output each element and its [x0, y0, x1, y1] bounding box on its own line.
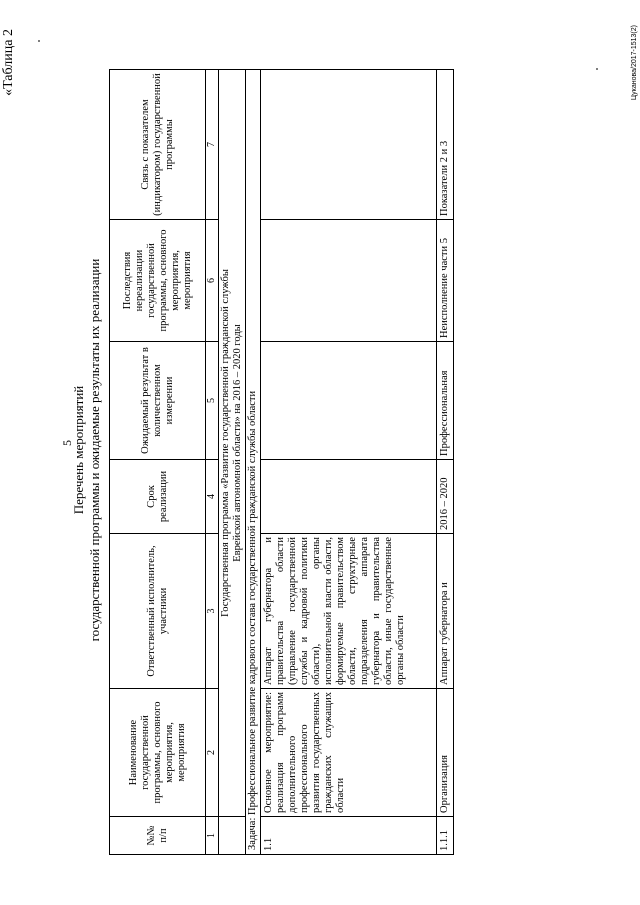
row-num: 1.1.1	[437, 817, 454, 855]
row-link	[261, 70, 437, 220]
row-name: Организация	[437, 689, 454, 817]
program-title-line-2: Еврейской автономной области» на 2016 – 2020 годы	[232, 324, 243, 562]
row-term: 2016 – 2020	[437, 460, 454, 534]
table-row	[261, 70, 437, 855]
header-row	[110, 70, 206, 855]
col-number: 1	[206, 817, 219, 855]
table-row	[437, 70, 454, 855]
col-number: 2	[206, 689, 219, 817]
page-number: 5	[60, 440, 74, 446]
row-consequences	[261, 220, 437, 342]
row-result: Профессиональная	[437, 342, 454, 460]
col-header-term: Срок реализации	[110, 460, 206, 534]
col-header-consequences: Последствия нереализации государственной программы, основного мероприятия, мероприятия	[110, 220, 206, 342]
document-stamp: Цуканова/2017-1513(2)	[631, 25, 638, 101]
col-number: 4	[206, 460, 219, 534]
row-executor: Аппарат губернатора и правительства области (управление государственной службы и кадровой политики области), органы исполнительной власти области, формируемые правительством области, структурные подразделения аппарата губернатора и правительства области, иные государственные органы области	[261, 534, 437, 689]
program-row	[219, 70, 246, 855]
program-title-line-1: Государственная программа «Развитие государственной гражданской службы	[220, 269, 231, 617]
rotated-page-content	[1, 25, 638, 875]
heading-line-1: Перечень мероприятий	[71, 385, 86, 515]
col-header-num: №№ п/п	[110, 817, 206, 855]
column-number-row	[206, 70, 219, 855]
program-title	[219, 70, 246, 817]
measures-table-wrapper	[109, 70, 454, 855]
row-name: Основное мероприятие: реализация программ дополнительного профессионального развития государственных гражданских служащих области	[261, 689, 437, 817]
row-result	[261, 342, 437, 460]
measures-table	[109, 69, 454, 855]
heading-line-2: государственной программы и ожидаемые результаты их реализации	[87, 258, 102, 642]
row-consequences: Неисполнение части 5	[437, 220, 454, 342]
col-header-name: Наименование государственной программы, основного мероприятия, мероприятия	[110, 689, 206, 817]
col-header-link: Связь с показателем (индикатором) государственной программы	[110, 70, 206, 220]
task-row	[246, 70, 261, 855]
document-heading	[71, 25, 103, 875]
row-link: Показатели 2 и 3	[437, 70, 454, 220]
row-executor: Аппарат губернатора и	[437, 534, 454, 689]
col-number: 5	[206, 342, 219, 460]
col-header-executor: Ответственный исполнитель, участники	[110, 534, 206, 689]
col-number: 7	[206, 70, 219, 220]
row-term	[261, 460, 437, 534]
col-number: 6	[206, 220, 219, 342]
col-number: 3	[206, 534, 219, 689]
col-header-result: Ожидаемый результат в количественном измерении	[110, 342, 206, 460]
table-label: «Таблица 2	[1, 29, 16, 96]
task-text: Задача: Профессиональное развитие кадрового состава государственной гражданской службы области	[246, 70, 261, 855]
row-num: 1.1	[261, 817, 437, 855]
